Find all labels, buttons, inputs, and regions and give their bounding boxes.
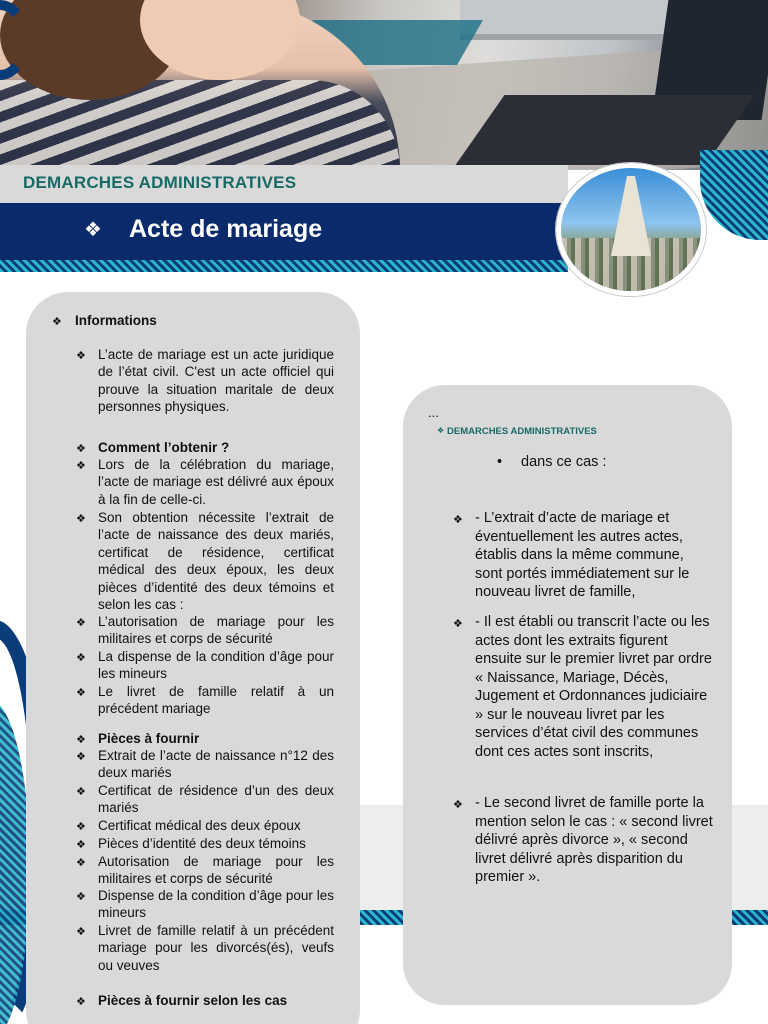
list-item: Certificat médical des deux époux: [98, 818, 301, 833]
right-section-label: DEMARCHES ADMINISTRATIVES: [447, 426, 597, 437]
diamond-bullet-icon: ❖: [76, 750, 86, 763]
diamond-bullet-icon: ❖: [76, 442, 86, 455]
diamond-bullet-icon: ❖: [76, 785, 86, 798]
diamond-bullet-icon: ❖: [76, 820, 86, 833]
list-item: - L’extrait d’acte de mariage et éventuellement les autres actes, établis dans la même commune, sont portés immédiatement sur le nouveau livret de famille,: [475, 510, 690, 600]
page-title: Acte de mariage: [129, 215, 323, 243]
diamond-bullet-icon: ❖: [76, 856, 86, 869]
list-item: Livret de famille relatif à un précédent mariage pour les divorcés(és), veufs ou veuves: [98, 923, 334, 973]
diamond-bullet-icon: ❖: [437, 426, 445, 435]
diamond-bullet-icon: ❖: [76, 616, 86, 629]
diamond-bullet-icon: ❖: [453, 513, 463, 526]
diamond-bullet-icon: ❖: [76, 838, 86, 851]
title-band: [0, 203, 568, 260]
diamond-bullet-icon: ❖: [76, 733, 86, 746]
monument-photo: [556, 163, 706, 296]
diamond-bullet-icon: ❖: [76, 512, 86, 525]
diamond-bullet-icon: ❖: [76, 925, 86, 938]
list-item: La dispense de la condition d’âge pour les mineurs: [98, 649, 334, 682]
diamond-bullet-icon: ❖: [453, 617, 463, 630]
list-item: Dispense de la condition d’âge pour les mineurs: [98, 888, 334, 921]
list-item: Autorisation de mariage pour les militaires et corps de sécurité: [98, 854, 334, 887]
list-item: Extrait de l’acte de naissance n°12 des deux mariés: [98, 748, 334, 781]
list-item: - Il est établi ou transcrit l’acte ou les actes dont les extraits figurent ensuite sur le premier livret par ordre « Naissance, Mariage, Décès, Jugement et Ordonnances judiciaire » sur le nouveau livret par les services d’état civil des communes dont ces actes sont inscrits,: [475, 614, 712, 760]
list-item: - Le second livret de famille porte la mention selon le cas : « second livret délivré après divorce », « second livret délivré après disparition du premier ».: [475, 795, 713, 885]
ellipsis-text: ...: [428, 405, 439, 420]
diamond-bullet-icon: ❖: [76, 686, 86, 699]
diamond-bullet-icon: ❖: [76, 890, 86, 903]
pieces-cas-heading: Pièces à fournir selon les cas: [98, 993, 288, 1008]
pieces-heading: Pièces à fournir: [98, 731, 200, 746]
informations-text: L’acte de mariage est un acte juridique de l’état civil. C'est un acte officiel qui prouve la situation maritale de deux personnes physiques.: [98, 347, 334, 415]
section-label: DEMARCHES ADMINISTRATIVES: [23, 173, 297, 192]
list-item: Le livret de famille relatif à un précédent mariage: [98, 684, 334, 717]
list-item: Pièces d’identité des deux témoins: [98, 836, 306, 851]
list-item: Certificat de résidence d’un des deux mariés: [98, 783, 334, 816]
informations-heading: Informations: [75, 313, 157, 328]
diamond-bullet-icon: ❖: [453, 798, 463, 811]
decorative-ribbon-right: [700, 150, 768, 240]
diamond-bullet-icon: ❖: [76, 349, 86, 362]
diamond-bullet-icon: ❖: [76, 995, 86, 1008]
list-item: Son obtention nécessite l’extrait de l’acte de naissance des deux mariés, certificat de résidence, certificat médical des deux époux, les deux pièces d’identité des deux témoins et selon les cas :: [98, 510, 334, 613]
list-item: Lors de la célébration du mariage, l’acte de mariage est délivré aux époux à la fin de celle-ci.: [98, 457, 334, 507]
comment-heading: Comment l’obtenir ?: [98, 440, 230, 455]
list-item: L’autorisation de mariage pour les militaires et corps de sécurité: [98, 614, 334, 647]
title-hatch: [0, 260, 568, 272]
diamond-bullet-icon: ❖: [76, 651, 86, 664]
diamond-bullet-icon: ❖: [52, 315, 62, 328]
header-photo: [0, 0, 768, 170]
round-bullet-icon: •: [497, 454, 503, 470]
intro-text: dans ce cas :: [521, 454, 607, 470]
diamond-bullet-icon: ❖: [76, 459, 86, 472]
diamond-bullet-icon: ❖: [84, 217, 102, 241]
section-label-band: [0, 165, 568, 203]
